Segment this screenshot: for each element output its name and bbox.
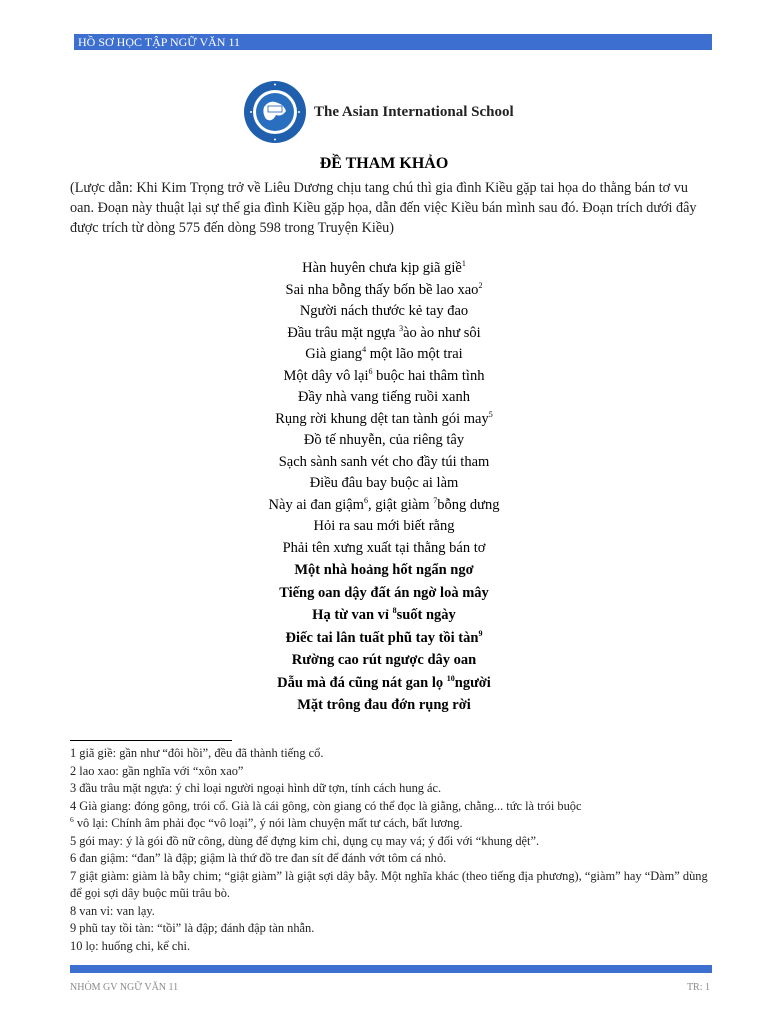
- footnote-ref: 2: [478, 280, 483, 290]
- poem-line: [0, 694, 768, 717]
- footnote-item: [70, 833, 715, 851]
- footnote-item: [70, 920, 715, 938]
- poem-line: [0, 452, 768, 474]
- poem-line: [0, 366, 768, 388]
- footnote-text: vô lại: Chính âm phải đọc “vô loại”, ý nói làm chuyện mất tư cách, bất lương.: [73, 816, 463, 830]
- document-title: ĐỀ THAM KHẢO: [319, 155, 449, 172]
- poem-text: Phải tên xưng xuất tại thằng bán tơ: [282, 539, 486, 556]
- poem-text: buộc hai thâm tình: [372, 367, 485, 384]
- poem-text: Một nhà hoảng hốt ngẩn ngơ: [294, 562, 474, 578]
- poem-text: Sai nha bỗng thấy bốn bề lao xao: [285, 281, 479, 298]
- footnote-ref: 10: [446, 673, 455, 683]
- school-seal-icon: [242, 79, 308, 145]
- poem-line: [0, 323, 768, 345]
- poem-text: Điều đâu bay buộc ai làm: [309, 475, 459, 491]
- footnote-item: [70, 745, 715, 763]
- footnote-text: 7 giật giàm: giàm là bẫy chim; “giật giàm” là giật sợi dây bẫy. Một nghĩa khác (theo tiếng địa phương), “giàm” hay “Dàm” dùng để gọi sợi dây buộc mũi trâu bò.: [70, 868, 708, 900]
- poem-line: [0, 344, 768, 366]
- footnote-ref: 4: [362, 345, 367, 354]
- poem-text: Rụng rời khung dệt tan tành gói may: [275, 410, 489, 427]
- poem-line: [0, 280, 768, 302]
- poem-text: Hàn huyên chưa kịp giã giề: [302, 260, 462, 276]
- intro-paragraph: (Lược dẫn: Khi Kim Trọng trở về Liêu Dương chịu tang chú thì gia đình Kiều gặp tai họa do thằng bán tơ vu oan. Đoạn này thuật lại sự thể gia đình Kiều gặp họa, dẫn đến việc Kiều bán mình sau đó. Đoạn trích dưới đây được trích từ dòng 575 đến dòng 598 trong Truyện Kiều): [70, 180, 697, 236]
- poem-text: Một dây vô lại: [283, 367, 369, 384]
- poem-line: [0, 430, 768, 452]
- footnote-item: [70, 850, 715, 868]
- footnote-ref: 5: [488, 409, 493, 419]
- poem-text: Hỏi ra sau mới biết rằng: [313, 518, 455, 534]
- poem-line: [0, 604, 768, 627]
- poem-excerpt: [0, 258, 768, 717]
- poem-line: [0, 649, 768, 672]
- header-text: HỒ SƠ HỌC TẬP NGỮ VĂN 11: [78, 35, 240, 49]
- footnote-item: [70, 815, 715, 833]
- poem-text: suốt ngày: [396, 607, 456, 623]
- poem-text: Đồ tế nhuyễn, của riêng tây: [303, 432, 465, 448]
- footer-bar: [70, 965, 712, 973]
- footnote-ref: 7: [433, 495, 438, 505]
- poem-line: [0, 582, 768, 605]
- poem-line: [0, 473, 768, 495]
- footnote-ref: 8: [392, 606, 397, 615]
- footnote-item: [70, 780, 715, 798]
- footnote-item: [70, 868, 715, 903]
- footnote-item: [70, 798, 715, 816]
- poem-text: Sạch sành sanh vét cho đầy túi tham: [278, 453, 490, 470]
- footnote-text: 9 phũ tay tồi tàn: “tồi” là đập; đánh đập tàn nhẫn.: [70, 921, 315, 935]
- poem-line: [0, 538, 768, 560]
- footnote-text: 2 lao xao: gần nghĩa với “xôn xao”: [70, 763, 244, 778]
- poem-text: ào ào như sôi: [403, 324, 481, 341]
- poem-text: Người nách thước kẻ tay đao: [299, 303, 469, 319]
- poem-text: bỗng dưng: [437, 496, 500, 513]
- poem-line: [0, 559, 768, 582]
- footnote-number: 6: [70, 815, 74, 824]
- footnote-text: 1 giã giề: gần như “đôi hồi”, đều đã thành tiếng cổ.: [70, 746, 324, 760]
- footnote-ref: 3: [399, 323, 404, 333]
- header-bar: [74, 34, 712, 50]
- poem-text: Này ai đan giậm: [268, 496, 364, 513]
- poem-text: Mặt trông đau đớn rụng rời: [297, 697, 471, 713]
- poem-text: Tiếng oan dậy đất án ngờ loà mây: [279, 584, 489, 601]
- footer-left-text: NHÓM GV NGỮ VĂN 11: [70, 982, 179, 993]
- poem-line: [0, 258, 768, 280]
- poem-line: [0, 627, 768, 650]
- footnote-ref: 6: [363, 495, 368, 505]
- footnote-text: 8 van vỉ: van lạy.: [70, 903, 155, 918]
- poem-text: Rường cao rút ngược dây oan: [291, 652, 477, 668]
- poem-line: [0, 516, 768, 538]
- footnote-item: [70, 938, 715, 956]
- school-name: The Asian International School: [314, 103, 514, 120]
- footnote-text: 5 gói may: ý là gói đồ nữ công, dùng để đựng kim chỉ, dụng cụ may vá; ý đối với “khung dệt”.: [70, 833, 540, 848]
- poem-text: Điếc tai lân tuất phũ tay tồi tàn: [285, 629, 479, 646]
- footnote-item: [70, 763, 715, 781]
- footnotes: [70, 745, 715, 955]
- poem-text: Đầy nhà vang tiếng ruồi xanh: [298, 389, 470, 405]
- school-logo: [242, 80, 514, 144]
- poem-text: Dẫu mà đá cũng nát gan lọ: [277, 674, 447, 691]
- poem-line: [0, 409, 768, 431]
- footnote-divider: [70, 740, 232, 741]
- poem-text: Già giang: [305, 346, 363, 362]
- poem-line: [0, 672, 768, 695]
- footnote-text: 6 đan giậm: “đan” là đập; giậm là thứ đồ tre đan sít để đánh vớt tôm cá nhỏ.: [70, 851, 447, 865]
- footnote-item: [70, 903, 715, 921]
- poem-text: người: [454, 674, 491, 691]
- poem-text: một lão một trai: [366, 346, 463, 362]
- poem-text: Đầu trâu mặt ngựa: [287, 324, 400, 341]
- poem-text: , giật giàm: [367, 496, 434, 513]
- poem-line: [0, 495, 768, 517]
- page-number: TR: 1: [686, 982, 710, 993]
- poem-line: [0, 387, 768, 409]
- footnote-ref: 9: [478, 628, 483, 638]
- footnote-text: 3 đầu trâu mặt ngựa: ý chỉ loại người ngoại hình dữ tợn, tính cách hung ác.: [70, 781, 442, 795]
- poem-text: Hạ từ van vỉ: [312, 607, 393, 623]
- footnote-ref: 6: [368, 366, 373, 376]
- poem-line: [0, 301, 768, 323]
- footnote-text: 10 lọ: huống chi, kể chi.: [70, 938, 191, 953]
- footnote-ref: 1: [461, 259, 466, 268]
- footnote-text: 4 Già giang: đóng gông, trói cổ. Già là cái gông, còn giang có thể đọc là giằng, chằng... tức là trói buộc: [70, 798, 582, 813]
